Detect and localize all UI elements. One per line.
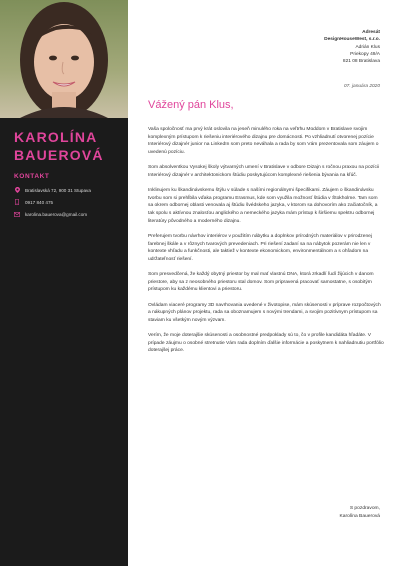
- paragraph: Preferujem tvorbu návrhov interiérov v použitím nábytku a doplnkov prírodných materiálov v prirodzenej farebnej škále a v rôznych tvarových prevedeniach. Pri riešení zadaní sa na nábytok pozerám nie len v kontexte vhľadu a funkčnosti, ale taktiež v kontexte ekonomickom, environmentálnom a s ohľadom na udržateľnosť riešení.: [148, 233, 372, 262]
- contact-heading: KONTAKT: [14, 173, 50, 180]
- paragraph: Ovládam viaceré programy 3D navrhovania uvedené v životopise, mám skúsenosti v príprave rozpočtových a nákupných plánov projektu, rada sa oboznamujem s novými trendami, a svojim pozitívnym prístupom sa staviam ku všetkým novým výzvam.: [148, 302, 381, 323]
- paragraph: Som presvedčená, že každý obytný priestor by mal mať vlastnú DNA, ktorá zrkadlí ľudí žijúcich v danom priestore, aby sa z neosobného priestoru stal domov. Som pripravená pracovať samostatne, s osobitým prístupom ku každému klientovi a priestoru.: [148, 272, 374, 293]
- paragraph: Som absolventkou Vysokej školy výtvarných umení v Bratislave v odbore Dizajn s ročnou praxou na pozícii Interiérový dizajnér v architektonickom štúdiu poskytujúcom komplexné riešenia bývania na kľúč.: [148, 165, 380, 178]
- recipient-block: [324, 29, 380, 65]
- letter-date: 07. januára 2020: [343, 84, 380, 89]
- recipient-city: 821 08 Bratislava: [342, 59, 380, 65]
- recipient-company: DesignHouseWest, s.r.o.: [324, 37, 380, 43]
- contact-phone: [14, 199, 53, 205]
- letter-body: [128, 0, 400, 566]
- contact-email: [14, 211, 87, 217]
- paragraph: Inklinujem ku škandinávskemu štýlu v súlade s našími regionálnymi špecifikami. Záujem o škandinávsku tvorbu som si prehĺbila vďaka programu Erasmus, kde som využila možnosť štúdia v Štokholme. Tam som sa okrem odbornej oblasti venovala aj štúdiu švédskeho jazyka, v ktorom sa dohovorím ako začiatočník, a tak spolu s aktívnou znalosťou anglického a nemeckého jazyka mám prístup k širšiemu spektru odbornej literatúry pôvodného a moderného dizajnu.: [148, 188, 378, 224]
- recipient-label: Adresát: [362, 30, 380, 35]
- closing-text: S pozdravom,: [349, 506, 380, 511]
- phone-icon: [14, 199, 20, 205]
- phone-text[interactable]: 0917 840 475: [25, 199, 54, 205]
- signoff-block: [339, 505, 380, 520]
- signature-name: Karolína Bauerová: [339, 513, 380, 519]
- greeting: Vážený pán Klus,: [148, 99, 234, 111]
- location-pin-icon: [14, 187, 20, 193]
- name-first: KAROLÍNA: [14, 129, 98, 145]
- recipient-person: Adrián Klus: [355, 44, 380, 50]
- name-last: BAUEROVÁ: [14, 147, 104, 163]
- envelope-icon: [14, 211, 20, 217]
- paragraph: Vaša spoločnosť ma prvý krát oslovila na jeseň minulého roka na veľtrhu Moddom v Bratislave svojim komplexným prístupom k riešeniu interiérového dizajnu pre domácnosti. Po vzhliadnutí otvorenej pozície Interiérový dizajnér junior na LinkedIn som preto neváhala a rada by som Vám prezentovala som záujem o uvedenú pozíciu.: [148, 127, 379, 155]
- email-text[interactable]: karolina.bauerova@gmail.com: [25, 211, 88, 217]
- paragraph: Verím, že moje doterajšie skúsenosti a osobnostné predpoklady sú to, čo v profile kandidáta hľadáte. V prípade záujmu o osobné stretnutie Vám rada doplním ďalšie informácie a poskytnem k nahliadnutiu portfólio doterajšej práce.: [148, 333, 384, 354]
- sidebar: [0, 0, 128, 566]
- address-text: Bratislavská 72, 900 31 Stupava: [25, 187, 91, 193]
- letter-paragraphs: [148, 126, 384, 363]
- contact-address: [14, 187, 91, 193]
- recipient-street: Priekopy 49/A: [350, 51, 380, 57]
- profile-photo: [0, 0, 128, 118]
- candidate-name: [14, 128, 124, 164]
